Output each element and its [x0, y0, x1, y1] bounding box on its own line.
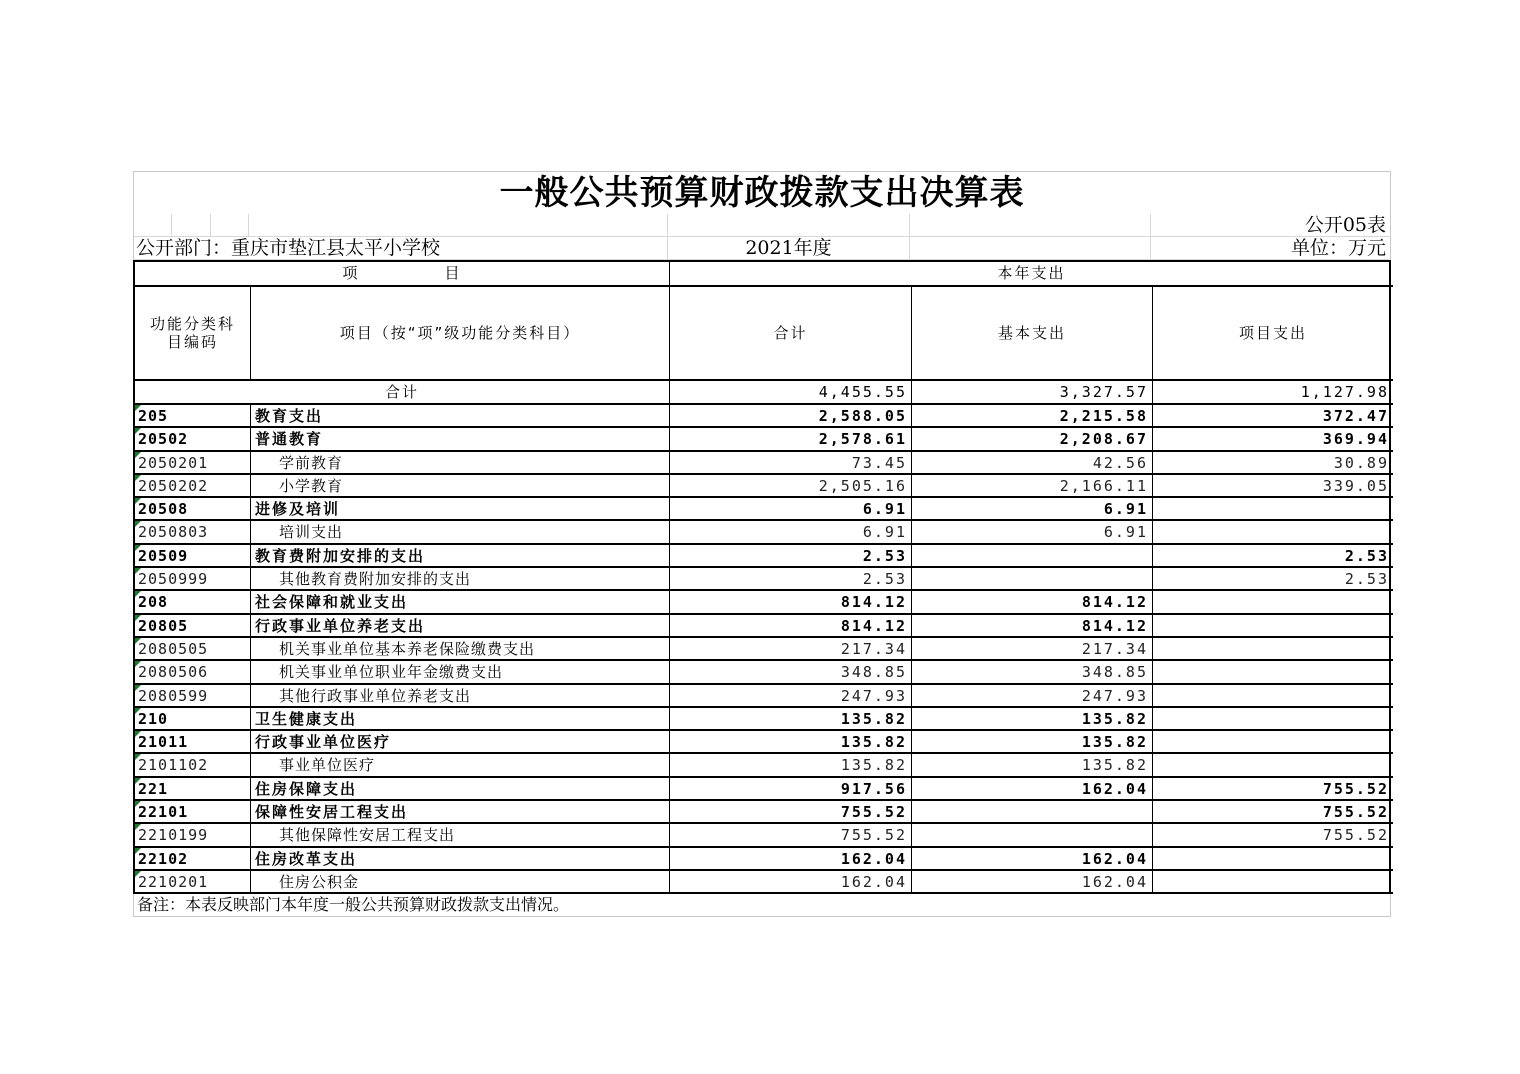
row-total: 162.04 [670, 871, 912, 894]
row-code: 2050202 [135, 475, 251, 498]
total-total: 4,455.55 [670, 381, 912, 405]
row-code: 20509 [135, 545, 251, 568]
row-name: 培训支出 [251, 521, 670, 544]
row-project [1153, 685, 1393, 708]
row-name: 其他教育费附加安排的支出 [251, 568, 670, 591]
row-basic [912, 824, 1153, 847]
row-code: 210 [135, 708, 251, 731]
row-project: 372.47 [1153, 405, 1393, 428]
row-basic: 2,215.58 [912, 405, 1153, 428]
row-name: 学前教育 [251, 452, 670, 475]
row-code: 2210199 [135, 824, 251, 847]
row-code: 205 [135, 405, 251, 428]
row-basic: 42.56 [912, 452, 1153, 475]
header-code: 功能分类科目编码 [135, 287, 251, 381]
row-project [1153, 521, 1393, 544]
row-total: 6.91 [670, 498, 912, 521]
row-total: 73.45 [670, 452, 912, 475]
row-project: 755.52 [1153, 824, 1393, 847]
row-project: 755.52 [1153, 801, 1393, 824]
row-code: 2080506 [135, 661, 251, 684]
row-name: 教育支出 [251, 405, 670, 428]
row-basic: 2,208.67 [912, 428, 1153, 451]
header-total: 合计 [670, 287, 912, 381]
row-project [1153, 731, 1393, 754]
row-project: 339.05 [1153, 475, 1393, 498]
row-basic: 217.34 [912, 638, 1153, 661]
table-row [135, 615, 1389, 638]
table-number: 公开05表 [1151, 214, 1391, 237]
row-code: 2210201 [135, 871, 251, 894]
row-total: 814.12 [670, 591, 912, 614]
row-name: 教育费附加安排的支出 [251, 545, 670, 568]
row-name: 住房改革支出 [251, 848, 670, 871]
row-basic: 135.82 [912, 731, 1153, 754]
row-name: 住房公积金 [251, 871, 670, 894]
header-row-2 [135, 287, 1389, 381]
header-row-1 [135, 262, 1389, 287]
row-total: 162.04 [670, 848, 912, 871]
row-code: 208 [135, 591, 251, 614]
table-row [135, 545, 1389, 568]
row-project [1153, 615, 1393, 638]
row-basic: 814.12 [912, 615, 1153, 638]
row-code: 20502 [135, 428, 251, 451]
meta-empty [668, 214, 910, 237]
row-project [1153, 754, 1393, 777]
row-basic: 162.04 [912, 848, 1153, 871]
expenditure-table [133, 260, 1391, 894]
row-code: 2050999 [135, 568, 251, 591]
table-row [135, 521, 1389, 544]
row-name: 行政事业单位养老支出 [251, 615, 670, 638]
row-code: 20805 [135, 615, 251, 638]
row-total: 2,578.61 [670, 428, 912, 451]
row-basic: 247.93 [912, 685, 1153, 708]
row-basic: 348.85 [912, 661, 1153, 684]
table-row [135, 848, 1389, 871]
row-name: 保障性安居工程支出 [251, 801, 670, 824]
table-row [135, 405, 1389, 428]
row-project: 2.53 [1153, 568, 1393, 591]
row-total: 135.82 [670, 708, 912, 731]
row-name: 进修及培训 [251, 498, 670, 521]
row-total: 217.34 [670, 638, 912, 661]
table-body [135, 405, 1389, 894]
row-total: 2,588.05 [670, 405, 912, 428]
row-basic [912, 801, 1153, 824]
table-row [135, 661, 1389, 684]
row-code: 20508 [135, 498, 251, 521]
table-row [135, 754, 1389, 777]
row-project [1153, 848, 1393, 871]
header-current-year: 本年支出 [670, 262, 1393, 287]
row-basic [912, 545, 1153, 568]
meta-empty [910, 237, 1151, 260]
row-code: 22101 [135, 801, 251, 824]
row-code: 221 [135, 778, 251, 801]
header-basic: 基本支出 [912, 287, 1153, 381]
row-basic: 2,166.11 [912, 475, 1153, 498]
table-row [135, 778, 1389, 801]
sheet-title: 一般公共预算财政拨款支出决算表 [133, 171, 1391, 214]
row-name: 机关事业单位基本养老保险缴费支出 [251, 638, 670, 661]
table-row [135, 498, 1389, 521]
meta-row-table-no [133, 214, 1391, 237]
row-code: 22102 [135, 848, 251, 871]
row-total: 247.93 [670, 685, 912, 708]
row-code: 2050803 [135, 521, 251, 544]
row-basic: 6.91 [912, 521, 1153, 544]
row-total: 135.82 [670, 754, 912, 777]
row-name: 其他行政事业单位养老支出 [251, 685, 670, 708]
row-name: 行政事业单位医疗 [251, 731, 670, 754]
row-total: 755.52 [670, 824, 912, 847]
table-row [135, 475, 1389, 498]
total-row [135, 381, 1389, 405]
table-row [135, 428, 1389, 451]
row-project: 30.89 [1153, 452, 1393, 475]
row-project [1153, 638, 1393, 661]
row-total: 2.53 [670, 545, 912, 568]
row-name: 社会保障和就业支出 [251, 591, 670, 614]
row-project [1153, 591, 1393, 614]
row-project [1153, 498, 1393, 521]
row-project: 755.52 [1153, 778, 1393, 801]
row-basic [912, 568, 1153, 591]
meta-empty [249, 214, 668, 237]
table-row [135, 452, 1389, 475]
row-basic: 135.82 [912, 708, 1153, 731]
table-row [135, 801, 1389, 824]
total-project: 1,127.98 [1153, 381, 1393, 405]
header-item: 项 目 [135, 262, 670, 287]
table-row [135, 871, 1389, 894]
fiscal-year: 2021年度 [668, 237, 910, 260]
table-row [135, 824, 1389, 847]
row-project [1153, 871, 1393, 894]
row-basic: 814.12 [912, 591, 1153, 614]
row-total: 755.52 [670, 801, 912, 824]
row-total: 135.82 [670, 731, 912, 754]
table-row [135, 685, 1389, 708]
row-code: 2101102 [135, 754, 251, 777]
row-basic: 162.04 [912, 871, 1153, 894]
row-total: 2.53 [670, 568, 912, 591]
meta-empty-cells [133, 214, 249, 237]
row-name: 机关事业单位职业年金缴费支出 [251, 661, 670, 684]
department-label: 公开部门：重庆市垫江县太平小学校 [133, 237, 668, 260]
row-name: 其他保障性安居工程支出 [251, 824, 670, 847]
unit-label: 单位：万元 [1151, 237, 1391, 260]
row-code: 2080599 [135, 685, 251, 708]
meta-row-department [133, 237, 1391, 260]
row-name: 住房保障支出 [251, 778, 670, 801]
row-code: 21011 [135, 731, 251, 754]
total-basic: 3,327.57 [912, 381, 1153, 405]
meta-empty [910, 214, 1151, 237]
table-note: 备注：本表反映部门本年度一般公共预算财政拨款支出情况。 [133, 894, 1391, 917]
table-row [135, 568, 1389, 591]
row-project [1153, 661, 1393, 684]
row-code: 2050201 [135, 452, 251, 475]
row-total: 348.85 [670, 661, 912, 684]
budget-sheet [133, 171, 1391, 917]
row-name: 小学教育 [251, 475, 670, 498]
row-basic: 6.91 [912, 498, 1153, 521]
row-total: 6.91 [670, 521, 912, 544]
row-total: 2,505.16 [670, 475, 912, 498]
row-code: 2080505 [135, 638, 251, 661]
row-name: 普通教育 [251, 428, 670, 451]
table-row [135, 591, 1389, 614]
row-project: 369.94 [1153, 428, 1393, 451]
table-row [135, 731, 1389, 754]
row-name: 卫生健康支出 [251, 708, 670, 731]
row-project [1153, 708, 1393, 731]
row-basic: 162.04 [912, 778, 1153, 801]
header-name: 项目（按“项”级功能分类科目） [251, 287, 670, 381]
row-name: 事业单位医疗 [251, 754, 670, 777]
table-row [135, 638, 1389, 661]
header-project: 项目支出 [1153, 287, 1393, 381]
row-basic: 135.82 [912, 754, 1153, 777]
row-total: 814.12 [670, 615, 912, 638]
row-total: 917.56 [670, 778, 912, 801]
total-label: 合计 [135, 381, 670, 405]
table-row [135, 708, 1389, 731]
row-project: 2.53 [1153, 545, 1393, 568]
